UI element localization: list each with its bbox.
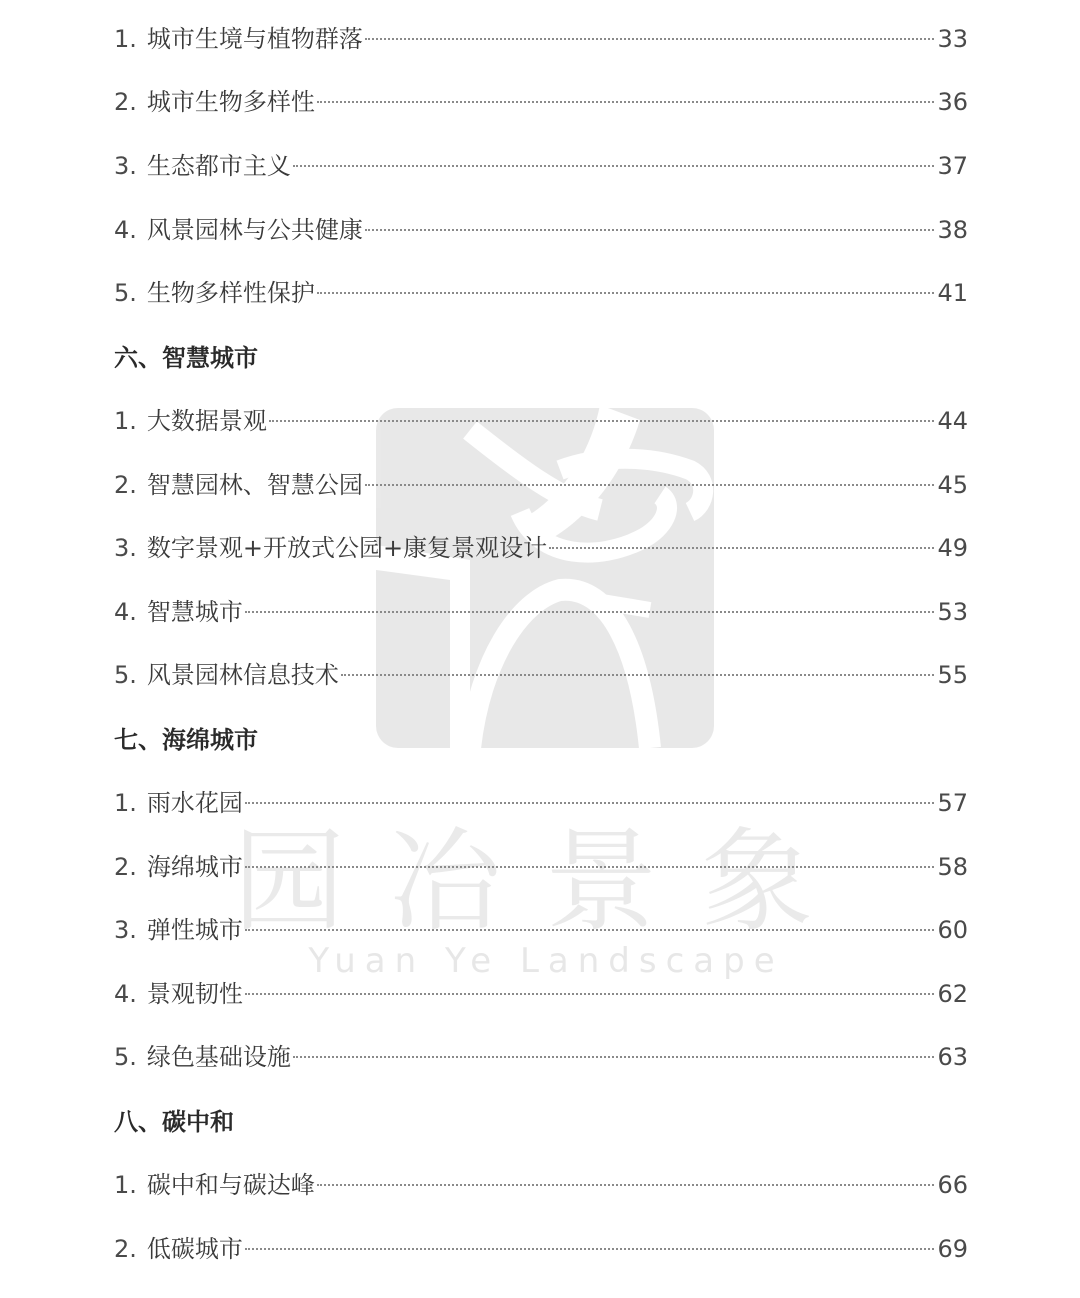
toc-entry-title: 碳中和与碳达峰 (146, 1171, 315, 1199)
toc-entry-title: 雨水花园 (146, 789, 243, 817)
toc-section-heading[interactable]: 八、碳中和 (114, 1108, 234, 1136)
toc-entry-number: 3. (114, 916, 137, 944)
toc-section-heading[interactable]: 六、智慧城市 (114, 344, 258, 372)
toc-entry-number: 4. (114, 216, 137, 244)
toc-dot-leader (245, 929, 935, 931)
toc-dot-leader (549, 547, 934, 549)
toc-entry-page: 41 (937, 279, 968, 307)
toc-entry[interactable] (114, 783, 968, 823)
toc-entry-number: 2. (114, 1235, 137, 1263)
toc-entry-page: 57 (937, 789, 968, 817)
toc-dot-leader (269, 420, 935, 422)
toc-entry[interactable] (114, 528, 968, 568)
toc-entry[interactable] (114, 401, 968, 441)
watermark-brand-cn: 园冶景象 (233, 817, 857, 947)
toc-entry-title: 生物多样性保护 (146, 279, 315, 307)
toc-entry-number: 3. (114, 534, 137, 562)
toc-entry-number: 2. (114, 471, 137, 499)
toc-dot-leader (317, 292, 935, 294)
toc-dot-leader (293, 165, 935, 167)
toc-entry-number: 1. (114, 25, 137, 53)
toc-entry-page: 62 (937, 980, 968, 1008)
toc-entry-number: 1. (114, 789, 137, 817)
toc-dot-leader (245, 802, 935, 804)
toc-entry-page: 66 (937, 1171, 968, 1199)
toc-dot-leader (245, 866, 935, 868)
toc-entry-page: 69 (937, 1235, 968, 1263)
toc-entry[interactable] (114, 19, 968, 59)
toc-entry-page: 36 (937, 88, 968, 116)
toc-entry-page: 58 (937, 853, 968, 881)
toc-entry-number: 5. (114, 1043, 137, 1071)
toc-dot-leader (317, 1184, 935, 1186)
toc-entry-title: 绿色基础设施 (146, 1043, 291, 1071)
toc-entry-page: 38 (937, 216, 968, 244)
toc-dot-leader (365, 484, 935, 486)
toc-entry-title: 风景园林信息技术 (146, 661, 339, 689)
toc-entry-title: 城市生境与植物群落 (146, 25, 363, 53)
toc-entry[interactable] (114, 910, 968, 950)
toc-dot-leader (365, 38, 935, 40)
toc-dot-leader (245, 1248, 935, 1250)
toc-entry-title: 弹性城市 (146, 916, 243, 944)
toc-entry[interactable] (114, 1165, 968, 1205)
watermark-brand-en: Yuan Ye Landscape (308, 941, 784, 981)
toc-entry-title: 风景园林与公共健康 (146, 216, 363, 244)
toc-entry-number: 4. (114, 598, 137, 626)
toc-section-heading[interactable]: 七、海绵城市 (114, 726, 258, 754)
toc-entry-number: 5. (114, 661, 137, 689)
toc-entry[interactable] (114, 465, 968, 505)
toc-entry-number: 5. (114, 279, 137, 307)
toc-entry[interactable] (114, 1037, 968, 1077)
toc-entry-title: 生态都市主义 (146, 152, 291, 180)
toc-entry[interactable] (114, 655, 968, 695)
toc-entry-number: 1. (114, 407, 137, 435)
toc-entry-page: 63 (937, 1043, 968, 1071)
toc-entry-number: 2. (114, 853, 137, 881)
toc-entry-number: 1. (114, 1171, 137, 1199)
toc-entry-title: 城市生物多样性 (146, 88, 315, 116)
toc-entry-page: 55 (937, 661, 968, 689)
toc-dot-leader (293, 1056, 935, 1058)
toc-dot-leader (317, 101, 935, 103)
toc-entry-page: 60 (937, 916, 968, 944)
toc-entry-number: 4. (114, 980, 137, 1008)
toc-entry[interactable] (114, 974, 968, 1014)
toc-dot-leader (245, 993, 935, 995)
toc-entry-title: 数字景观+开放式公园+康复景观设计 (146, 534, 548, 562)
toc-entry-title: 景观韧性 (146, 980, 243, 1008)
toc-dot-leader (245, 611, 935, 613)
toc-entry-page: 49 (937, 534, 968, 562)
toc-entry-page: 37 (937, 152, 968, 180)
toc-entry-title: 低碳城市 (146, 1235, 243, 1263)
toc-entry[interactable] (114, 273, 968, 313)
toc-entry[interactable] (114, 1229, 968, 1269)
toc-entry[interactable] (114, 82, 968, 122)
toc-dot-leader (341, 674, 935, 676)
toc-entry-title: 大数据景观 (146, 407, 267, 435)
toc-entry-page: 33 (937, 25, 968, 53)
toc-entry[interactable] (114, 210, 968, 250)
toc-entry-page: 53 (937, 598, 968, 626)
toc-entry-title: 智慧城市 (146, 598, 243, 626)
toc-entry-number: 3. (114, 152, 137, 180)
toc-entry-title: 智慧园林、智慧公园 (146, 471, 363, 499)
toc-entry[interactable] (114, 592, 968, 632)
toc-entry[interactable] (114, 146, 968, 186)
toc-entry-title: 海绵城市 (146, 853, 243, 881)
toc-entry[interactable] (114, 847, 968, 887)
toc-dot-leader (365, 229, 935, 231)
toc-entry-number: 2. (114, 88, 137, 116)
toc-entry-page: 44 (937, 407, 968, 435)
toc-entry-page: 45 (937, 471, 968, 499)
